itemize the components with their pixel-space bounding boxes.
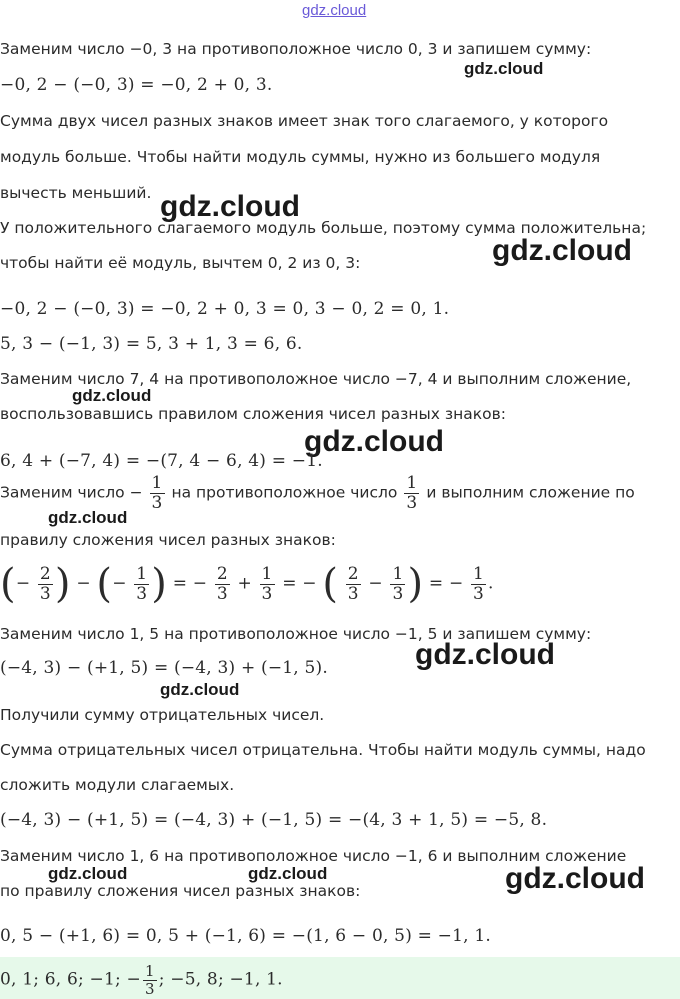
math-line-fractions: (− $\frac{2}{3}$ ) − (− $\frac{1}{3}$ ) = − $\frac{2}{3}$ + $\frac{1}{3}$ = − ( $\frac{2}{3}$ − $\frac{1}{3}$ ) = − $\frac{1}{3}$ . — [0, 561, 494, 607]
text-line: модуль больше. Чтобы найти модуль суммы, нужно из большего модуля — [0, 148, 601, 166]
math-line: −0, 2 − (−0, 3) = −0, 2 + 0, 3 = 0, 3 − 0, 2 = 0, 1. — [0, 299, 450, 319]
text-line: сложить модули слагаемых. — [0, 776, 235, 794]
watermark-top[interactable]: gdz.cloud — [302, 2, 367, 19]
math-line: −0, 2 − (−0, 3) = −0, 2 + 0, 3. — [0, 75, 273, 95]
watermark: gdz.cloud — [48, 508, 128, 527]
text-line-fractions — [0, 474, 635, 512]
text-line: по правилу сложения чисел разных знаков: — [0, 882, 361, 900]
fraction: $\frac{1}{3}$ — [392, 563, 404, 604]
fraction: $\frac{2}{3}$ — [347, 563, 359, 604]
text-segment: на противоположное число — [171, 483, 398, 502]
text-line: чтобы найти её модуль, вычтем 0, 2 из 0, 3: — [0, 254, 361, 272]
answer-box — [0, 957, 680, 999]
text-line: Заменим число 1, 6 на противоположное число −1, 6 и выполним сложение — [0, 847, 627, 865]
math-line: 0, 5 − (+1, 6) = 0, 5 + (−1, 6) = −(1, 6 − 0, 5) = −1, 1. — [0, 926, 491, 946]
fraction: $\frac{1}{3}$ — [406, 473, 418, 513]
watermark: gdz.cloud — [492, 234, 632, 267]
text-line: вычесть меньший. — [0, 184, 152, 202]
fraction: $\frac{1}{3}$ — [151, 473, 163, 513]
text-line: Заменим число −0, 3 на противоположное число 0, 3 и запишем сумму: — [0, 40, 592, 58]
fraction: $\frac{2}{3}$ — [216, 563, 228, 604]
watermark: gdz.cloud — [160, 680, 240, 699]
watermark: gdz.cloud — [304, 425, 444, 458]
math-line: (−4, 3) − (+1, 5) = (−4, 3) + (−1, 5) = −(4, 3 + 1, 5) = −5, 8. — [0, 810, 548, 830]
math-line: 5, 3 − (−1, 3) = 5, 3 + 1, 3 = 6, 6. — [0, 334, 303, 354]
answer-line: 0, 1; 6, 6; −1; − $\frac{1}{3}$ ; −5, 8; −1, 1. — [0, 962, 283, 998]
watermark: gdz.cloud — [464, 59, 544, 78]
fraction: $\frac{1}{3}$ — [136, 563, 148, 604]
fraction: $\frac{1}{3}$ — [261, 563, 273, 604]
fraction: $\frac{1}{3}$ — [144, 962, 155, 998]
watermark: gdz.cloud — [505, 862, 645, 895]
math-line: (−4, 3) − (+1, 5) = (−4, 3) + (−1, 5). — [0, 658, 328, 678]
text-line: правилу сложения чисел разных знаков: — [0, 531, 336, 549]
text-line: Сумма двух чисел разных знаков имеет знак того слагаемого, у которого — [0, 112, 609, 130]
text-line: Сумма отрицательных чисел отрицательна. Чтобы найти модуль суммы, надо — [0, 741, 646, 759]
watermark: gdz.cloud — [415, 638, 555, 671]
watermark: gdz.cloud — [48, 864, 128, 883]
fraction: $\frac{2}{3}$ — [39, 563, 51, 604]
text-segment: и выполним сложение по — [426, 483, 635, 502]
text-line: Заменим число 7, 4 на противоположное число −7, 4 и выполним сложение, — [0, 370, 632, 388]
math-line: 6, 4 + (−7, 4) = −(7, 4 − 6, 4) = −1. — [0, 451, 323, 471]
text-line: У положительного слагаемого модуль больше, поэтому сумма положительна; — [0, 219, 647, 237]
text-segment: Заменим число − — [0, 483, 143, 502]
fraction: $\frac{1}{3}$ — [473, 563, 485, 604]
watermark: gdz.cloud — [72, 386, 152, 405]
text-line: воспользовавшись правилом сложения чисел разных знаков: — [0, 405, 506, 423]
watermark: gdz.cloud — [248, 864, 328, 883]
text-line: Получили сумму отрицательных чисел. — [0, 706, 325, 724]
watermark: gdz.cloud — [160, 190, 300, 223]
text-line: Заменим число 1, 5 на противоположное число −1, 5 и запишем сумму: — [0, 625, 592, 643]
